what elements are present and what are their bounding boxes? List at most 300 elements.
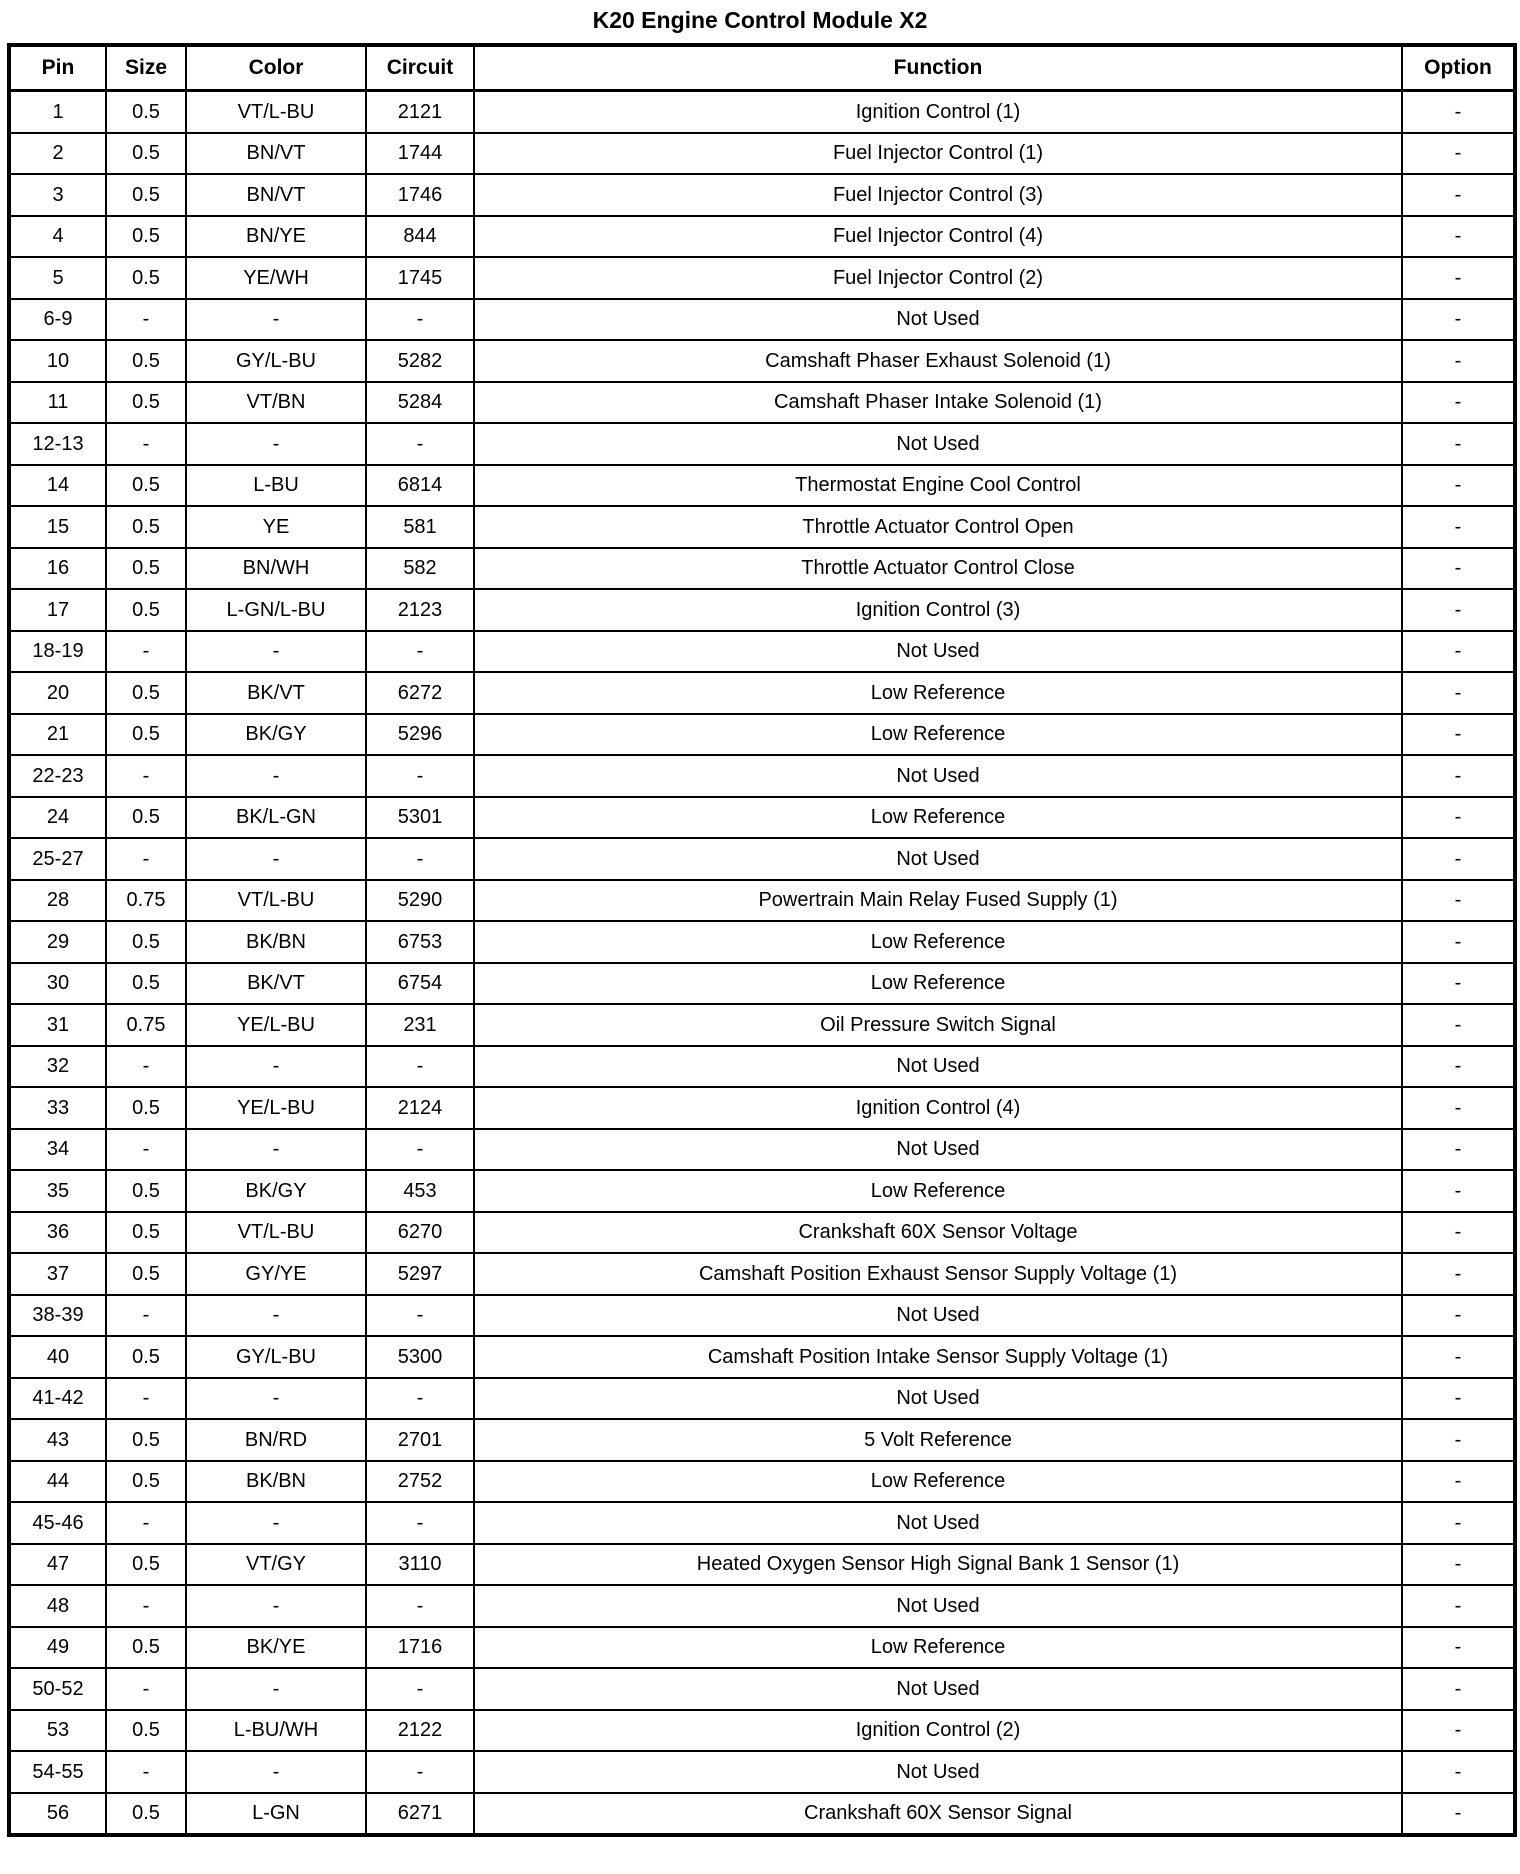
cell-circuit: 581 xyxy=(366,506,474,548)
cell-circuit: 5301 xyxy=(366,797,474,839)
cell-pin: 29 xyxy=(9,921,106,963)
cell-circuit: - xyxy=(366,423,474,465)
cell-option: - xyxy=(1402,257,1515,299)
table-row xyxy=(9,174,1515,216)
cell-function: Camshaft Position Intake Sensor Supply Voltage (1) xyxy=(474,1336,1402,1378)
cell-function: Not Used xyxy=(474,838,1402,880)
cell-circuit: 3110 xyxy=(366,1544,474,1586)
cell-color: GY/YE xyxy=(186,1253,366,1295)
cell-function: Oil Pressure Switch Signal xyxy=(474,1004,1402,1046)
table-row xyxy=(9,133,1515,175)
cell-option: - xyxy=(1402,1378,1515,1420)
cell-circuit: 453 xyxy=(366,1170,474,1212)
table-row xyxy=(9,589,1515,631)
cell-size: 0.5 xyxy=(106,714,186,756)
table-row xyxy=(9,1004,1515,1046)
table-row xyxy=(9,423,1515,465)
table-row xyxy=(9,1461,1515,1503)
cell-function: Fuel Injector Control (4) xyxy=(474,216,1402,258)
cell-color: - xyxy=(186,1295,366,1337)
cell-circuit: 844 xyxy=(366,216,474,258)
cell-size: 0.5 xyxy=(106,340,186,382)
cell-pin: 30 xyxy=(9,963,106,1005)
cell-function: Fuel Injector Control (3) xyxy=(474,174,1402,216)
cell-color: VT/GY xyxy=(186,1544,366,1586)
cell-color: YE/WH xyxy=(186,257,366,299)
cell-color: GY/L-BU xyxy=(186,1336,366,1378)
cell-function: Camshaft Position Exhaust Sensor Supply Voltage (1) xyxy=(474,1253,1402,1295)
cell-pin: 15 xyxy=(9,506,106,548)
cell-color: BK/L-GN xyxy=(186,797,366,839)
cell-option: - xyxy=(1402,838,1515,880)
cell-option: - xyxy=(1402,631,1515,673)
table-row xyxy=(9,506,1515,548)
cell-option: - xyxy=(1402,963,1515,1005)
cell-color: L-BU xyxy=(186,465,366,507)
cell-size: 0.5 xyxy=(106,1461,186,1503)
cell-size: - xyxy=(106,1585,186,1627)
cell-circuit: 6270 xyxy=(366,1212,474,1254)
cell-option: - xyxy=(1402,1336,1515,1378)
table-row xyxy=(9,1710,1515,1752)
cell-pin: 48 xyxy=(9,1585,106,1627)
cell-function: Not Used xyxy=(474,423,1402,465)
cell-color: YE/L-BU xyxy=(186,1004,366,1046)
cell-pin: 50-52 xyxy=(9,1668,106,1710)
cell-function: Camshaft Phaser Intake Solenoid (1) xyxy=(474,382,1402,424)
cell-pin: 43 xyxy=(9,1419,106,1461)
table-row xyxy=(9,838,1515,880)
cell-color: BN/YE xyxy=(186,216,366,258)
table-row xyxy=(9,1129,1515,1171)
cell-size: 0.5 xyxy=(106,1087,186,1129)
cell-option: - xyxy=(1402,382,1515,424)
cell-pin: 34 xyxy=(9,1129,106,1171)
cell-option: - xyxy=(1402,1585,1515,1627)
cell-circuit: 582 xyxy=(366,548,474,590)
cell-circuit: - xyxy=(366,1129,474,1171)
table-row xyxy=(9,257,1515,299)
cell-size: - xyxy=(106,755,186,797)
cell-pin: 2 xyxy=(9,133,106,175)
cell-color: - xyxy=(186,631,366,673)
cell-size: 0.5 xyxy=(106,216,186,258)
cell-function: Low Reference xyxy=(474,797,1402,839)
cell-size: 0.5 xyxy=(106,91,186,133)
cell-circuit: 2123 xyxy=(366,589,474,631)
cell-option: - xyxy=(1402,1253,1515,1295)
cell-circuit: - xyxy=(366,299,474,341)
table-row xyxy=(9,1087,1515,1129)
cell-color: - xyxy=(186,1668,366,1710)
cell-circuit: 6814 xyxy=(366,465,474,507)
cell-function: Thermostat Engine Cool Control xyxy=(474,465,1402,507)
cell-function: Not Used xyxy=(474,1295,1402,1337)
column-header-option: Option xyxy=(1402,45,1515,91)
cell-pin: 36 xyxy=(9,1212,106,1254)
table-row xyxy=(9,755,1515,797)
column-header-color: Color xyxy=(186,45,366,91)
cell-circuit: 2124 xyxy=(366,1087,474,1129)
cell-function: Ignition Control (1) xyxy=(474,91,1402,133)
cell-circuit: 5297 xyxy=(366,1253,474,1295)
header-row xyxy=(9,45,1515,91)
cell-color: - xyxy=(186,1129,366,1171)
table-row xyxy=(9,1585,1515,1627)
cell-size: - xyxy=(106,1129,186,1171)
cell-color: - xyxy=(186,1046,366,1088)
cell-size: 0.5 xyxy=(106,465,186,507)
cell-size: 0.5 xyxy=(106,672,186,714)
table-row xyxy=(9,1378,1515,1420)
cell-pin: 41-42 xyxy=(9,1378,106,1420)
cell-pin: 24 xyxy=(9,797,106,839)
cell-function: Low Reference xyxy=(474,1170,1402,1212)
cell-option: - xyxy=(1402,1544,1515,1586)
cell-pin: 33 xyxy=(9,1087,106,1129)
cell-pin: 3 xyxy=(9,174,106,216)
cell-option: - xyxy=(1402,506,1515,548)
cell-size: 0.5 xyxy=(106,1419,186,1461)
cell-circuit: 6271 xyxy=(366,1793,474,1836)
cell-circuit: - xyxy=(366,838,474,880)
cell-option: - xyxy=(1402,1212,1515,1254)
cell-pin: 12-13 xyxy=(9,423,106,465)
cell-color: L-GN xyxy=(186,1793,366,1836)
cell-color: BN/VT xyxy=(186,133,366,175)
table-row xyxy=(9,1627,1515,1669)
table-row xyxy=(9,1046,1515,1088)
cell-function: Not Used xyxy=(474,1046,1402,1088)
table-row xyxy=(9,1502,1515,1544)
cell-pin: 56 xyxy=(9,1793,106,1836)
cell-pin: 22-23 xyxy=(9,755,106,797)
cell-function: Powertrain Main Relay Fused Supply (1) xyxy=(474,880,1402,922)
cell-color: GY/L-BU xyxy=(186,340,366,382)
cell-color: BK/GY xyxy=(186,714,366,756)
cell-size: 0.5 xyxy=(106,797,186,839)
cell-pin: 37 xyxy=(9,1253,106,1295)
cell-option: - xyxy=(1402,1004,1515,1046)
cell-pin: 17 xyxy=(9,589,106,631)
cell-option: - xyxy=(1402,465,1515,507)
table-row xyxy=(9,1544,1515,1586)
cell-pin: 35 xyxy=(9,1170,106,1212)
column-header-pin: Pin xyxy=(9,45,106,91)
cell-option: - xyxy=(1402,797,1515,839)
cell-function: Ignition Control (2) xyxy=(474,1710,1402,1752)
cell-function: Not Used xyxy=(474,299,1402,341)
cell-option: - xyxy=(1402,1170,1515,1212)
cell-color: BN/RD xyxy=(186,1419,366,1461)
cell-size: - xyxy=(106,1668,186,1710)
table-row xyxy=(9,963,1515,1005)
cell-function: Throttle Actuator Control Open xyxy=(474,506,1402,548)
cell-color: VT/BN xyxy=(186,382,366,424)
table-row xyxy=(9,382,1515,424)
cell-option: - xyxy=(1402,755,1515,797)
cell-circuit: 6753 xyxy=(366,921,474,963)
cell-pin: 18-19 xyxy=(9,631,106,673)
cell-pin: 11 xyxy=(9,382,106,424)
cell-circuit: - xyxy=(366,631,474,673)
cell-option: - xyxy=(1402,299,1515,341)
cell-option: - xyxy=(1402,589,1515,631)
cell-size: - xyxy=(106,1378,186,1420)
page-title: K20 Engine Control Module X2 xyxy=(592,7,928,33)
cell-option: - xyxy=(1402,548,1515,590)
cell-function: Throttle Actuator Control Close xyxy=(474,548,1402,590)
cell-circuit: 2121 xyxy=(366,91,474,133)
cell-size: 0.5 xyxy=(106,921,186,963)
table-row xyxy=(9,340,1515,382)
cell-function: Low Reference xyxy=(474,1627,1402,1669)
cell-size: 0.5 xyxy=(106,589,186,631)
cell-color: - xyxy=(186,755,366,797)
table-row xyxy=(9,672,1515,714)
cell-size: - xyxy=(106,1046,186,1088)
cell-option: - xyxy=(1402,1087,1515,1129)
cell-color: BK/VT xyxy=(186,963,366,1005)
cell-circuit: - xyxy=(366,1751,474,1793)
cell-color: BK/YE xyxy=(186,1627,366,1669)
cell-option: - xyxy=(1402,340,1515,382)
cell-circuit: - xyxy=(366,1585,474,1627)
cell-size: 0.5 xyxy=(106,382,186,424)
cell-pin: 45-46 xyxy=(9,1502,106,1544)
cell-circuit: 1745 xyxy=(366,257,474,299)
cell-pin: 4 xyxy=(9,216,106,258)
cell-function: Camshaft Phaser Exhaust Solenoid (1) xyxy=(474,340,1402,382)
cell-pin: 10 xyxy=(9,340,106,382)
cell-option: - xyxy=(1402,1710,1515,1752)
cell-size: - xyxy=(106,1295,186,1337)
cell-circuit: 6272 xyxy=(366,672,474,714)
cell-size: 0.5 xyxy=(106,506,186,548)
table-row xyxy=(9,1170,1515,1212)
cell-color: BK/BN xyxy=(186,1461,366,1503)
cell-color: - xyxy=(186,1378,366,1420)
cell-function: Fuel Injector Control (2) xyxy=(474,257,1402,299)
cell-pin: 38-39 xyxy=(9,1295,106,1337)
cell-size: - xyxy=(106,423,186,465)
cell-size: 0.5 xyxy=(106,1336,186,1378)
cell-pin: 6-9 xyxy=(9,299,106,341)
cell-function: Not Used xyxy=(474,1751,1402,1793)
cell-size: 0.5 xyxy=(106,1627,186,1669)
cell-color: - xyxy=(186,299,366,341)
table-row xyxy=(9,1668,1515,1710)
cell-pin: 53 xyxy=(9,1710,106,1752)
cell-size: 0.5 xyxy=(106,1170,186,1212)
cell-circuit: 2701 xyxy=(366,1419,474,1461)
table-row xyxy=(9,299,1515,341)
cell-pin: 20 xyxy=(9,672,106,714)
table-row xyxy=(9,465,1515,507)
cell-option: - xyxy=(1402,1046,1515,1088)
table-row xyxy=(9,1253,1515,1295)
cell-function: Not Used xyxy=(474,1378,1402,1420)
cell-circuit: 5296 xyxy=(366,714,474,756)
cell-function: Low Reference xyxy=(474,963,1402,1005)
cell-pin: 14 xyxy=(9,465,106,507)
table-row xyxy=(9,1336,1515,1378)
cell-option: - xyxy=(1402,1502,1515,1544)
cell-option: - xyxy=(1402,1793,1515,1836)
table-row xyxy=(9,1212,1515,1254)
cell-circuit: 2122 xyxy=(366,1710,474,1752)
cell-size: 0.5 xyxy=(106,133,186,175)
cell-color: VT/L-BU xyxy=(186,91,366,133)
cell-circuit: 5282 xyxy=(366,340,474,382)
column-header-size: Size xyxy=(106,45,186,91)
cell-pin: 54-55 xyxy=(9,1751,106,1793)
cell-circuit: - xyxy=(366,1502,474,1544)
cell-color: - xyxy=(186,1585,366,1627)
cell-size: - xyxy=(106,1502,186,1544)
cell-option: - xyxy=(1402,921,1515,963)
cell-pin: 5 xyxy=(9,257,106,299)
cell-function: Ignition Control (4) xyxy=(474,1087,1402,1129)
cell-option: - xyxy=(1402,1295,1515,1337)
cell-color: VT/L-BU xyxy=(186,880,366,922)
cell-color: L-GN/L-BU xyxy=(186,589,366,631)
cell-size: 0.5 xyxy=(106,1544,186,1586)
cell-size: - xyxy=(106,1751,186,1793)
cell-circuit: - xyxy=(366,1668,474,1710)
cell-color: L-BU/WH xyxy=(186,1710,366,1752)
cell-pin: 44 xyxy=(9,1461,106,1503)
table-row xyxy=(9,1295,1515,1337)
cell-color: - xyxy=(186,1751,366,1793)
cell-circuit: - xyxy=(366,755,474,797)
cell-size: 0.5 xyxy=(106,1212,186,1254)
cell-size: 0.5 xyxy=(106,1710,186,1752)
cell-color: - xyxy=(186,838,366,880)
cell-function: Crankshaft 60X Sensor Voltage xyxy=(474,1212,1402,1254)
cell-function: Not Used xyxy=(474,1502,1402,1544)
table-row xyxy=(9,548,1515,590)
cell-color: YE xyxy=(186,506,366,548)
cell-option: - xyxy=(1402,1627,1515,1669)
cell-function: Crankshaft 60X Sensor Signal xyxy=(474,1793,1402,1836)
cell-size: 0.5 xyxy=(106,548,186,590)
cell-color: BK/BN xyxy=(186,921,366,963)
cell-circuit: 1746 xyxy=(366,174,474,216)
table-row xyxy=(9,631,1515,673)
cell-size: - xyxy=(106,299,186,341)
cell-circuit: 5284 xyxy=(366,382,474,424)
cell-circuit: 5300 xyxy=(366,1336,474,1378)
table-row xyxy=(9,714,1515,756)
cell-option: - xyxy=(1402,174,1515,216)
cell-color: BN/VT xyxy=(186,174,366,216)
cell-circuit: 6754 xyxy=(366,963,474,1005)
cell-circuit: - xyxy=(366,1378,474,1420)
table-row xyxy=(9,1419,1515,1461)
cell-pin: 28 xyxy=(9,880,106,922)
cell-color: BK/GY xyxy=(186,1170,366,1212)
cell-function: Low Reference xyxy=(474,921,1402,963)
cell-circuit: 1716 xyxy=(366,1627,474,1669)
cell-function: Not Used xyxy=(474,1668,1402,1710)
cell-function: Ignition Control (3) xyxy=(474,589,1402,631)
cell-function: Not Used xyxy=(474,1129,1402,1171)
cell-color: BK/VT xyxy=(186,672,366,714)
cell-circuit: 231 xyxy=(366,1004,474,1046)
cell-circuit: 2752 xyxy=(366,1461,474,1503)
cell-circuit: - xyxy=(366,1295,474,1337)
cell-size: 0.75 xyxy=(106,880,186,922)
cell-function: 5 Volt Reference xyxy=(474,1419,1402,1461)
cell-pin: 16 xyxy=(9,548,106,590)
cell-color: BN/WH xyxy=(186,548,366,590)
cell-function: Not Used xyxy=(474,631,1402,673)
cell-option: - xyxy=(1402,91,1515,133)
cell-size: - xyxy=(106,631,186,673)
table-row xyxy=(9,216,1515,258)
cell-option: - xyxy=(1402,880,1515,922)
cell-function: Low Reference xyxy=(474,714,1402,756)
cell-size: - xyxy=(106,838,186,880)
cell-size: 0.5 xyxy=(106,1253,186,1295)
cell-option: - xyxy=(1402,1461,1515,1503)
cell-function: Low Reference xyxy=(474,672,1402,714)
cell-option: - xyxy=(1402,423,1515,465)
cell-circuit: - xyxy=(366,1046,474,1088)
cell-function: Fuel Injector Control (1) xyxy=(474,133,1402,175)
cell-pin: 31 xyxy=(9,1004,106,1046)
cell-color: - xyxy=(186,423,366,465)
cell-pin: 40 xyxy=(9,1336,106,1378)
cell-pin: 49 xyxy=(9,1627,106,1669)
cell-option: - xyxy=(1402,1751,1515,1793)
cell-size: 0.75 xyxy=(106,1004,186,1046)
cell-size: 0.5 xyxy=(106,1793,186,1836)
table-body xyxy=(9,91,1515,1836)
cell-color: - xyxy=(186,1502,366,1544)
table-row xyxy=(9,1793,1515,1836)
cell-pin: 32 xyxy=(9,1046,106,1088)
table-row xyxy=(9,921,1515,963)
cell-option: - xyxy=(1402,1129,1515,1171)
cell-size: 0.5 xyxy=(106,963,186,1005)
table-row xyxy=(9,91,1515,133)
cell-pin: 1 xyxy=(9,91,106,133)
column-header-function: Function xyxy=(474,45,1402,91)
cell-pin: 21 xyxy=(9,714,106,756)
cell-option: - xyxy=(1402,1668,1515,1710)
cell-color: YE/L-BU xyxy=(186,1087,366,1129)
cell-option: - xyxy=(1402,672,1515,714)
table-row xyxy=(9,880,1515,922)
table-row xyxy=(9,1751,1515,1793)
cell-function: Low Reference xyxy=(474,1461,1402,1503)
cell-function: Heated Oxygen Sensor High Signal Bank 1 Sensor (1) xyxy=(474,1544,1402,1586)
cell-circuit: 1744 xyxy=(366,133,474,175)
cell-function: Not Used xyxy=(474,1585,1402,1627)
cell-option: - xyxy=(1402,714,1515,756)
table-row xyxy=(9,797,1515,839)
column-header-circuit: Circuit xyxy=(366,45,474,91)
cell-option: - xyxy=(1402,133,1515,175)
cell-size: 0.5 xyxy=(106,257,186,299)
cell-color: VT/L-BU xyxy=(186,1212,366,1254)
pinout-table xyxy=(7,43,1517,1837)
cell-circuit: 5290 xyxy=(366,880,474,922)
cell-pin: 47 xyxy=(9,1544,106,1586)
cell-pin: 25-27 xyxy=(9,838,106,880)
